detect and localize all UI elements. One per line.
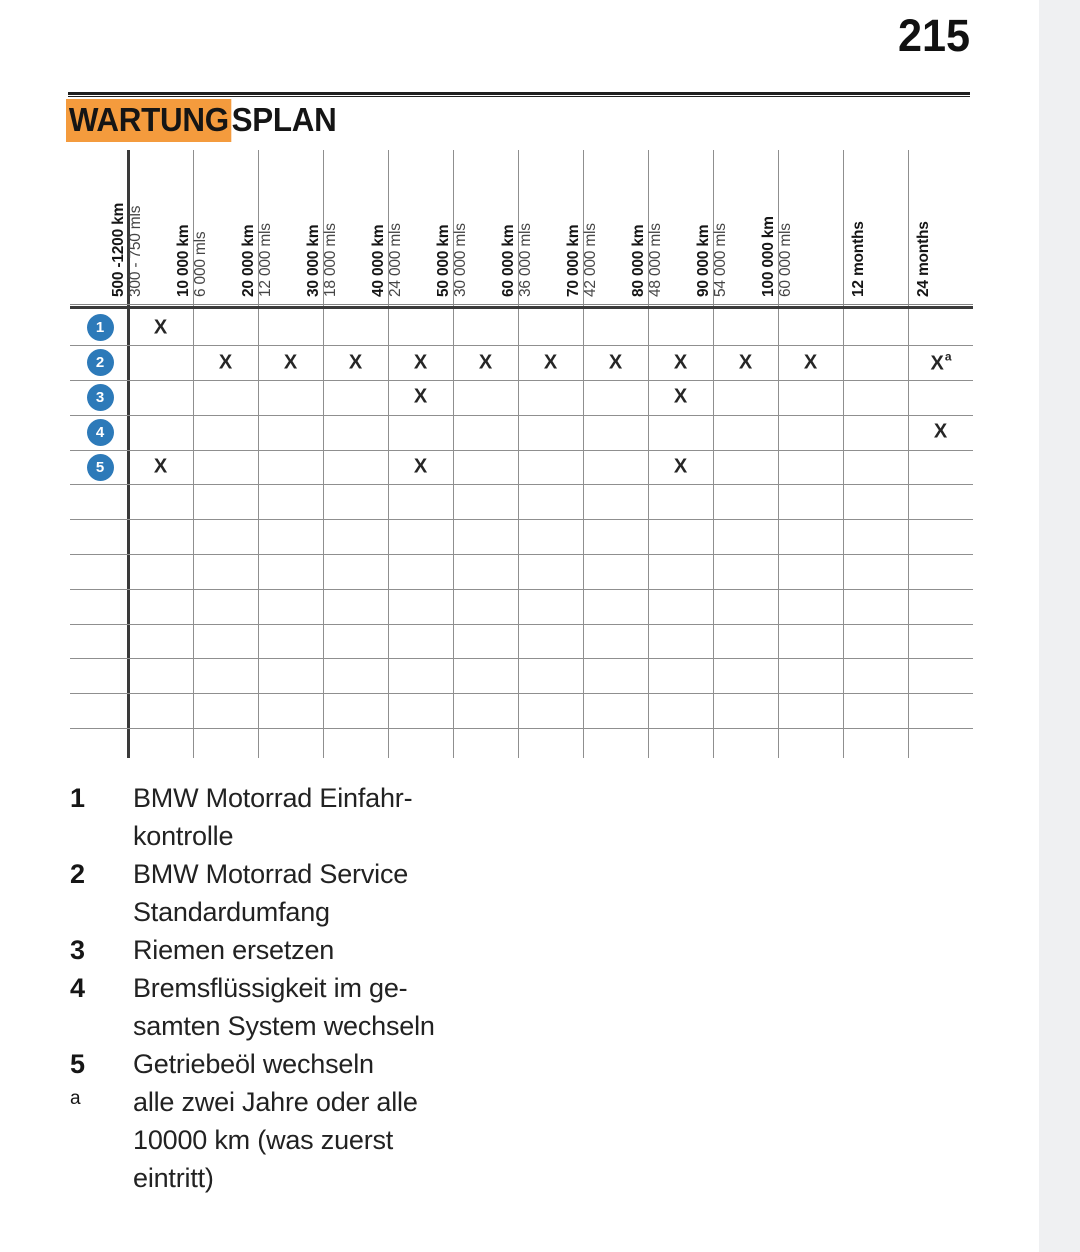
legend-text-line: Riemen ersetzen bbox=[133, 935, 335, 965]
column-header-5 bbox=[370, 223, 404, 297]
page-title bbox=[66, 101, 336, 139]
column-header-secondary: 54 000 mls bbox=[711, 223, 729, 297]
row-badge-5: 5 bbox=[87, 454, 114, 481]
column-header-secondary: 300 - 750 mls bbox=[126, 205, 144, 297]
header-rule bbox=[68, 92, 970, 97]
legend-text-line: BMW Motorrad Einfahr- bbox=[133, 783, 413, 813]
legend-text bbox=[133, 779, 630, 855]
legend-item-1 bbox=[70, 779, 630, 855]
column-header-9 bbox=[630, 223, 664, 297]
legend-text-line: Standardumfang bbox=[133, 897, 330, 927]
legend-text-line: Bremsflüssigkeit im ge- bbox=[133, 973, 408, 1003]
column-header-secondary: 24 000 mls bbox=[386, 223, 404, 297]
service-mark-r4-c13: X bbox=[933, 420, 948, 443]
row-badge-4: 4 bbox=[87, 419, 114, 446]
page-edge-strip bbox=[1039, 0, 1080, 1252]
column-header-primary: 60 000 km bbox=[499, 224, 517, 297]
footnote-ref-a: a bbox=[944, 349, 952, 364]
service-mark-r2-c9: X bbox=[673, 351, 688, 374]
column-header-secondary: 60 000 mls bbox=[776, 223, 794, 297]
service-mark-r1-c1: X bbox=[153, 316, 168, 339]
legend-text-line: kontrolle bbox=[133, 821, 234, 851]
grid-hline bbox=[70, 728, 973, 729]
grid-hline bbox=[70, 693, 973, 694]
legend-marker: 1 bbox=[70, 783, 86, 813]
column-header-primary: 12 months bbox=[850, 221, 867, 297]
page-title-highlighted: WARTUNG bbox=[66, 99, 232, 142]
header-rule-thick bbox=[68, 92, 970, 95]
column-header-primary: 30 000 km bbox=[304, 224, 322, 297]
legend-item-4 bbox=[70, 969, 630, 1045]
service-mark-r2-c5: X bbox=[413, 351, 428, 374]
grid-hline bbox=[70, 519, 973, 520]
column-header-secondary: 18 000 mls bbox=[321, 223, 339, 297]
column-header-11 bbox=[760, 216, 794, 297]
header-rule-thin bbox=[68, 96, 970, 97]
column-header-10 bbox=[695, 223, 729, 297]
column-header-secondary: 42 000 mls bbox=[581, 223, 599, 297]
column-header-primary: 70 000 km bbox=[564, 224, 582, 297]
column-header-primary: 90 000 km bbox=[694, 224, 712, 297]
grid-hline bbox=[70, 624, 973, 625]
header-bottom-thick bbox=[70, 306, 973, 309]
service-mark-r3-c5: X bbox=[413, 385, 428, 408]
grid-hline bbox=[70, 589, 973, 590]
row-badge-3: 3 bbox=[87, 384, 114, 411]
legend-marker: 4 bbox=[70, 973, 86, 1003]
legend-marker: 2 bbox=[70, 859, 86, 889]
column-header-primary: 500 -1200 km bbox=[109, 202, 127, 297]
grid-hline bbox=[70, 658, 973, 659]
legend-text-line: BMW Motorrad Service bbox=[133, 859, 409, 889]
column-header-1 bbox=[110, 203, 144, 297]
column-header-primary: 24 months bbox=[915, 221, 932, 297]
grid-hline bbox=[70, 415, 973, 416]
row-badge-2: 2 bbox=[87, 349, 114, 376]
service-mark-r2-c6: X bbox=[478, 351, 493, 374]
service-mark-r5-c9: X bbox=[673, 455, 688, 478]
legend-text-line: Getriebeöl wechseln bbox=[133, 1049, 374, 1079]
service-mark-r2-c10: X bbox=[738, 351, 753, 374]
header-bottom-thin bbox=[70, 304, 973, 305]
legend-item-5 bbox=[70, 1045, 630, 1083]
legend bbox=[70, 779, 630, 1197]
page-title-rest: SPLAN bbox=[231, 101, 337, 138]
column-header-8 bbox=[565, 223, 599, 297]
legend-marker: 5 bbox=[70, 1049, 86, 1079]
legend-item-2 bbox=[70, 855, 630, 931]
legend-text-line: 10000 km (was zuerst bbox=[133, 1125, 394, 1155]
column-header-6 bbox=[435, 223, 469, 297]
legend-text-line: samten System wechseln bbox=[133, 1011, 435, 1041]
legend-text bbox=[133, 1083, 630, 1197]
column-header-12 bbox=[850, 221, 867, 297]
grid-vline bbox=[908, 150, 909, 758]
column-header-2 bbox=[175, 225, 209, 297]
service-mark-r3-c9: X bbox=[673, 385, 688, 408]
column-header-13 bbox=[915, 221, 932, 297]
legend-text bbox=[133, 1045, 630, 1083]
legend-text-line: alle zwei Jahre oder alle bbox=[133, 1087, 418, 1117]
service-mark-r2-c3: X bbox=[283, 351, 298, 374]
column-header-secondary: 30 000 mls bbox=[451, 223, 469, 297]
legend-text bbox=[133, 931, 630, 969]
column-header-secondary: 6 000 mls bbox=[191, 231, 209, 297]
legend-text bbox=[133, 855, 630, 931]
legend-marker: a bbox=[70, 1088, 81, 1109]
column-header-4 bbox=[305, 223, 339, 297]
column-header-primary: 20 000 km bbox=[239, 224, 257, 297]
column-header-secondary: 48 000 mls bbox=[646, 223, 664, 297]
service-mark-r5-c5: X bbox=[413, 455, 428, 478]
column-header-primary: 50 000 km bbox=[434, 224, 452, 297]
grid-hline bbox=[70, 345, 973, 346]
column-header-7 bbox=[500, 223, 534, 297]
grid-hline bbox=[70, 450, 973, 451]
legend-marker: 3 bbox=[70, 935, 86, 965]
column-header-secondary: 12 000 mls bbox=[256, 223, 274, 297]
column-header-primary: 100 000 km bbox=[759, 216, 777, 297]
service-mark-r2-c13: $X^a$ bbox=[930, 349, 952, 374]
service-mark-r2-c7: X bbox=[543, 351, 558, 374]
legend-footnote-a bbox=[70, 1083, 630, 1197]
legend-text-line: eintritt) bbox=[133, 1163, 214, 1193]
column-header-primary: 10 000 km bbox=[174, 224, 192, 297]
grid-vline bbox=[843, 150, 844, 758]
legend-text bbox=[133, 969, 630, 1045]
grid-hline bbox=[70, 380, 973, 381]
service-mark-r2-c4: X bbox=[348, 351, 363, 374]
column-header-3 bbox=[240, 223, 274, 297]
service-mark-r2-c2: X bbox=[218, 351, 233, 374]
grid-hline bbox=[70, 484, 973, 485]
service-mark-r2-c8: X bbox=[608, 351, 623, 374]
legend-item-3 bbox=[70, 931, 630, 969]
row-badge-1: 1 bbox=[87, 314, 114, 341]
column-header-primary: 40 000 km bbox=[369, 224, 387, 297]
page-number: 215 bbox=[897, 10, 970, 61]
service-mark-r2-c11: X bbox=[803, 351, 818, 374]
column-header-primary: 80 000 km bbox=[629, 224, 647, 297]
grid-hline bbox=[70, 554, 973, 555]
column-header-secondary: 36 000 mls bbox=[516, 223, 534, 297]
service-mark-r5-c1: X bbox=[153, 455, 168, 478]
